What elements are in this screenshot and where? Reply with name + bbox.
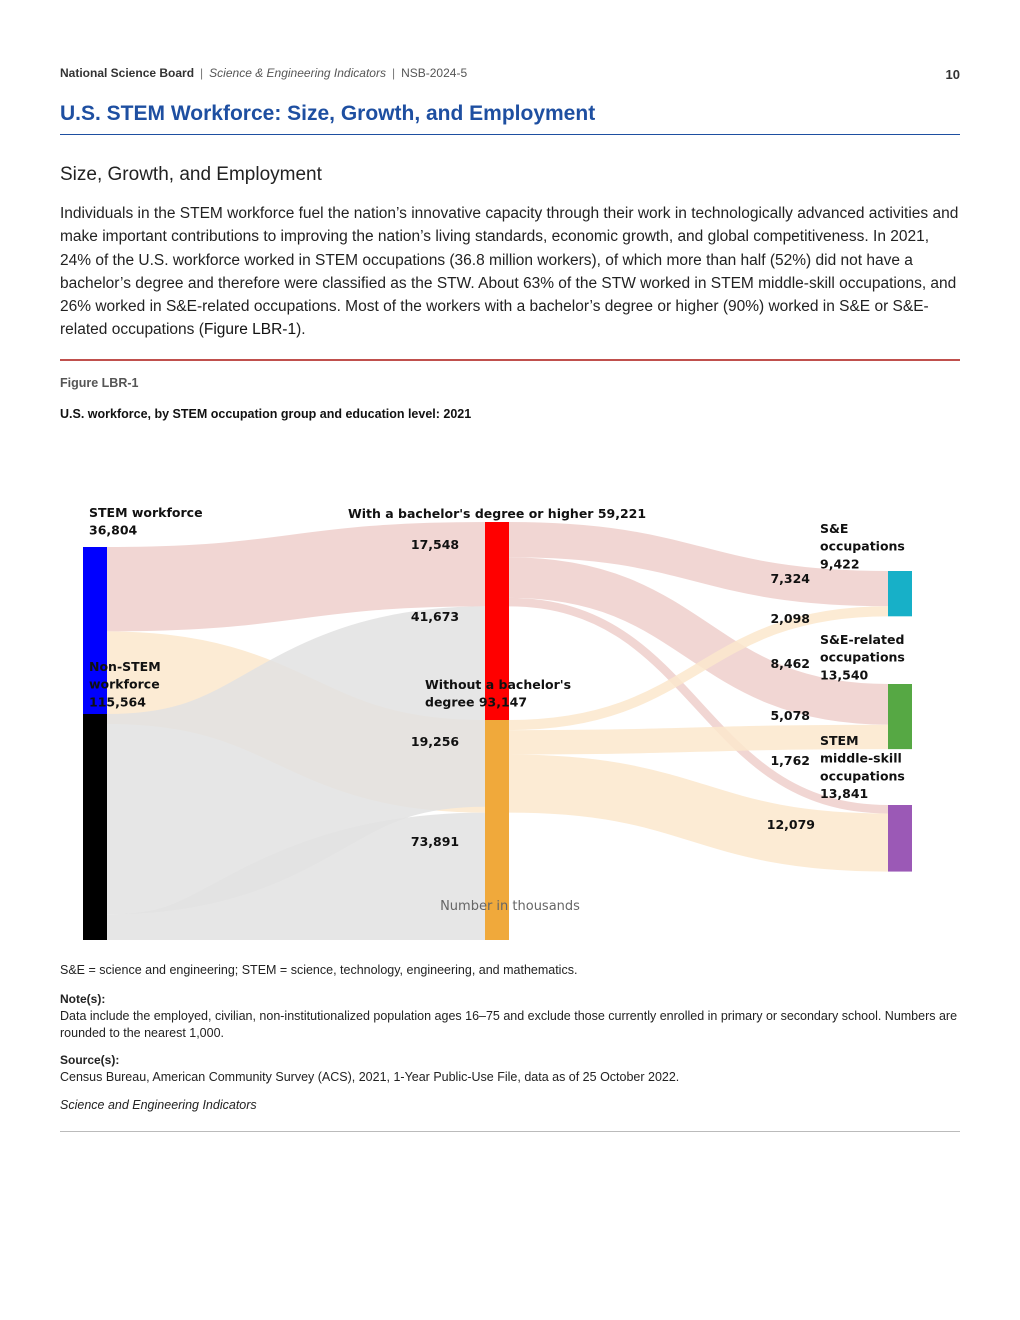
node-label-stem: STEM workforce 36,804 <box>89 505 203 538</box>
notes-label: Note(s): <box>60 992 106 1006</box>
section-title: U.S. STEM Workforce: Size, Growth, and Employment <box>60 102 596 125</box>
node-label-msk: STEM middle-skill occupations 13,841 <box>820 733 905 802</box>
link-label-ba-msk: 1,762 <box>770 753 810 768</box>
node-label-nonstem: Non-STEM workforce 115,564 <box>89 659 161 710</box>
sankey-link-stem-ba <box>107 564 485 589</box>
sankey-node-msk <box>888 805 912 872</box>
sankey-link-nonstem-ba <box>107 707 485 815</box>
sankey-node-ser <box>888 684 912 749</box>
figure-title: U.S. workforce, by STEM occupation group and education level: 2021 <box>60 407 472 421</box>
header-publication: Science & Engineering Indicators <box>209 66 386 80</box>
bottom-divider <box>60 1131 960 1132</box>
link-label-noba-ser: 5,078 <box>770 708 810 723</box>
paragraph-end: ). <box>296 321 306 339</box>
chart-units-label: Number in thousands <box>440 899 580 914</box>
node-label-ba: With a bachelor's degree or higher 59,221 <box>347 506 647 521</box>
link-label-nonstem-noba: 73,891 <box>410 834 460 849</box>
link-label-nonstem-ba: 41,673 <box>410 609 460 624</box>
header-report-id: NSB-2024-5 <box>401 66 468 80</box>
source-text: Census Bureau, American Community Survey (ACS), 2021, 1-Year Public-Use File, data as of 25 October 2022. <box>60 1070 680 1084</box>
sankey-node-se <box>888 571 912 616</box>
abbreviations-note: S&E = science and engineering; STEM = science, technology, engineering, and mathematics. <box>60 963 578 977</box>
footer-publication: Science and Engineering Indicators <box>60 1098 257 1112</box>
link-label-noba-se: 2,098 <box>770 611 810 626</box>
figure-label: Figure LBR-1 <box>60 376 139 390</box>
node-label-noba: Without a bachelor's degree 93,147 <box>425 677 572 710</box>
node-label-se: S&E occupations 9,422 <box>820 521 905 572</box>
notes-text: Data include the employed, civilian, non-institutionalized population ages 16–75 and exclude those currently enrolled in primary or secondary school. Numbers are rounded to the nearest 1,000. <box>60 1009 958 1040</box>
link-label-stem-noba: 19,256 <box>410 734 460 749</box>
page-number: 10 <box>945 67 960 82</box>
link-label-stem-ba: 17,548 <box>410 537 460 552</box>
sankey-node-nonstem <box>83 714 107 940</box>
paragraph-text: Individuals in the STEM workforce fuel the nation’s innovative capacity through their work in technologically advanced activities and make important contributions to improving the nation’s living standards, economic growth, and global competitiveness. In 2021, 24% of the U.S. workforce worked in STEM occupations (36.8 million workers), of which more than half (52%) did not have a bachelor’s degree and therefore were classified as the STW. About 63% of the STW worked in STEM middle-skill occupations, and 26% worked in S&E-related occupations. Most of the workers with a bachelor’s degree or higher (90%) worked in S&E or S&E-related occupations ( <box>60 205 959 339</box>
header-separator: | <box>391 66 396 80</box>
header-organization: National Science Board <box>60 66 195 80</box>
header-separator: | <box>200 66 204 80</box>
source-label: Source(s): <box>60 1053 120 1067</box>
node-label-ser: S&E-related occupations 13,540 <box>820 632 905 683</box>
link-label-noba-msk: 12,079 <box>766 817 815 832</box>
link-label-ba-ser: 8,462 <box>770 656 810 671</box>
link-label-ba-se: 7,324 <box>770 571 810 586</box>
subsection-title: Size, Growth, and Employment <box>60 164 322 185</box>
figure-link[interactable]: Figure LBR-1 <box>203 321 297 339</box>
